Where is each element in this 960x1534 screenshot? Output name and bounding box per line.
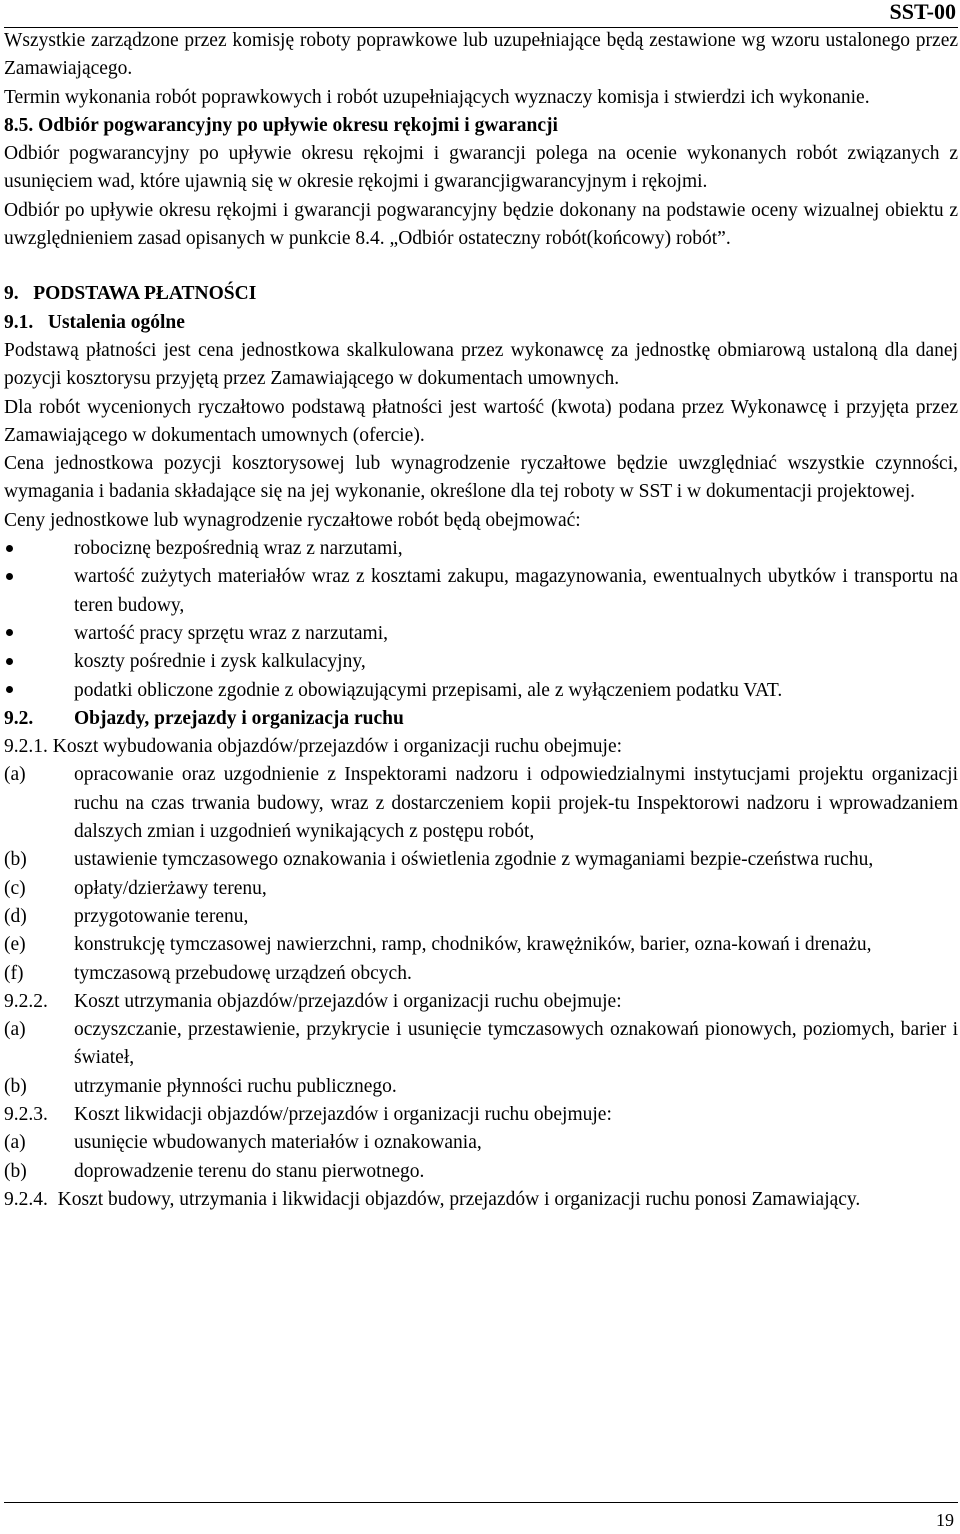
bullet-list [4, 535, 958, 705]
bullet-icon [4, 563, 74, 620]
item-text: doprowadzenie terenu do stanu pierwotnego. [74, 1160, 425, 1182]
subsection-text: Koszt budowy, utrzymania i likwidacji objazdów, przejazdów i organizacji ruchu ponosi Zamawiający. [57, 1188, 861, 1210]
subsection-intro: Koszt utrzymania objazdów/przejazdów i organizacji ruchu obejmuje: [74, 990, 622, 1012]
list-item [4, 535, 958, 563]
subsection-9-2-2 [4, 988, 958, 1016]
item-text: oczyszczanie, przestawienie, przykrycie i usunięcie tymczasowych oznakowań pionowych, poziomych, barier i świateł, [74, 1019, 958, 1069]
spec-code: SST-00 [889, 0, 956, 24]
item-text: usunięcie wbudowanych materiałów i oznakowania, [74, 1132, 482, 1154]
list-item-text: wartość pracy sprzętu wraz z narzutami, [74, 622, 389, 644]
item-label: (e) [4, 934, 26, 956]
footer-rule [4, 1502, 958, 1503]
section-title: Objazdy, przejazdy i organizacja ruchu [74, 707, 404, 729]
item-label: (b) [4, 1075, 27, 1097]
section-number: 9.2.3. [4, 1103, 48, 1125]
bullet-icon [4, 535, 74, 563]
lettered-list [4, 761, 958, 987]
section-heading-8-5: 8.5. Odbiór pogwarancyjny po upływie okresu rękojmi i gwarancji [4, 114, 558, 136]
section-number: 9.2.4. [4, 1188, 48, 1210]
item-label: (b) [4, 849, 27, 871]
subsection-9-2-3 [4, 1101, 958, 1129]
list-item [4, 903, 958, 931]
subsection-9-2-4 [4, 1186, 958, 1214]
list-item [4, 1073, 958, 1101]
list-item-text: koszty pośrednie i zysk kalkulacyjny, [74, 651, 366, 673]
list-item [4, 1016, 958, 1073]
item-label: (a) [4, 764, 26, 786]
paragraph: 9.2.1. Koszt wybudowania objazdów/przejazdów i organizacji ruchu obejmuje: [4, 736, 623, 758]
list-item [4, 620, 958, 648]
section-heading-9: 9. PODSTAWA PŁATNOŚCI [4, 283, 257, 305]
list-item-text: podatki obliczone zgodnie z obowiązującymi przepisami, ale z wyłączeniem podatku VAT. [74, 679, 783, 701]
document-body [4, 27, 958, 1214]
item-label: (f) [4, 962, 24, 984]
bullet-icon [4, 677, 74, 705]
item-text: przygotowanie terenu, [74, 905, 249, 927]
list-item [4, 677, 958, 705]
spacer [4, 253, 958, 280]
paragraph: Odbiór pogwarancyjny po upływie okresu rękojmi i gwarancji polega na ocenie wykonanych robót związanych z usunięciem wad, które ujawnią się w okresie rękojmi i gwarancjigwarancyjnym i rękojmi. [4, 143, 958, 193]
list-item [4, 761, 958, 846]
item-text: opłaty/dzierżawy terenu, [74, 877, 267, 899]
item-label: (a) [4, 1019, 26, 1041]
list-item-text: robociznę bezpośrednią wraz z narzutami, [74, 538, 403, 560]
item-text: konstrukcję tymczasowej nawierzchni, ramp, chodników, krawężników, barier, ozna-kowań i drenażu, [74, 934, 872, 956]
list-item [4, 875, 958, 903]
paragraph: Podstawą płatności jest cena jednostkowa skalkulowana przez wykonawcę za jednostkę obmiarową ustaloną dla danej pozycji kosztorysu przyjętą przez Zamawiającego w dokumentach umownych. [4, 339, 958, 390]
item-label: (c) [4, 877, 26, 899]
item-text: ustawienie tymczasowego oznakowania i oświetlenia zgodnie z wymaganiami bezpie-czeństwa ruchu, [74, 849, 874, 871]
paragraph: Ceny jednostkowe lub wynagrodzenie ryczałtowe robót będą obejmować: [4, 509, 581, 531]
list-item [4, 846, 958, 874]
list-item [4, 931, 958, 959]
page-number: 19 [936, 1510, 954, 1530]
item-text: tymczasową przebudowę urządzeń obcych. [74, 962, 412, 984]
paragraph: Cena jednostkowa pozycji kosztorysowej lub wynagrodzenie ryczałtowe będzie uwzględniać wszystkie czynności, wymagania i badania składające się na jej wykonanie, określone dla tej roboty w SST i w dokumentacji projektowej. [4, 453, 958, 503]
lettered-list [4, 1129, 958, 1186]
list-item [4, 1129, 958, 1157]
item-text: opracowanie oraz uzgodnienie z Inspektorami nadzoru i odpowiedzialnymi instytucjami projektu organizacji ruchu na czas trwania budowy, wraz z dostarczeniem kopii projek-tu Inspektorowi nadzoru i wprowadzaniem dalszych zmian i uzgodnień wynikających z postępu robót, [74, 764, 958, 843]
subsection-intro: Koszt likwidacji objazdów/przejazdów i organizacji ruchu obejmuje: [74, 1103, 612, 1125]
item-label: (a) [4, 1132, 26, 1154]
section-number: 9.2.2. [4, 990, 48, 1012]
section-number: 9.2. [4, 707, 34, 729]
paragraph: Dla robót wycenionych ryczałtowo podstawą płatności jest wartość (kwota) podana przez Wykonawcę i przyjęta przez Zamawiającego w dokumentach umownych (ofercie). [4, 396, 958, 446]
bullet-icon [4, 620, 74, 648]
item-label: (d) [4, 905, 27, 927]
list-item [4, 648, 958, 676]
list-item [4, 1158, 958, 1186]
item-text: utrzymanie płynności ruchu publicznego. [74, 1075, 397, 1097]
list-item-text: wartość zużytych materiałów wraz z kosztami zakupu, magazynowania, ewentualnych ubytków i transportu na teren budowy, [74, 566, 958, 616]
paragraph: Wszystkie zarządzone przez komisję roboty poprawkowe lub uzupełniające będą zestawione wg wzoru ustalonego przez Zamawiającego. [4, 30, 958, 80]
list-item [4, 563, 958, 620]
section-heading-9-2 [4, 705, 958, 733]
list-item [4, 960, 958, 988]
lettered-list [4, 1016, 958, 1101]
bullet-icon [4, 648, 74, 676]
paragraph: Termin wykonania robót poprawkowych i robót uzupełniających wyznaczy komisja i stwierdzi ich wykonanie. [4, 86, 870, 108]
paragraph: Odbiór po upływie okresu rękojmi i gwarancji pogwarancyjny będzie dokonany na podstawie oceny wizualnej obiektu z uwzględnieniem zasad opisanych w punkcie 8.4. „Odbiór ostateczny robót(końcowy) robót”. [4, 199, 958, 250]
item-label: (b) [4, 1160, 27, 1182]
section-heading-9-1: 9.1. Ustalenia ogólne [4, 311, 185, 333]
